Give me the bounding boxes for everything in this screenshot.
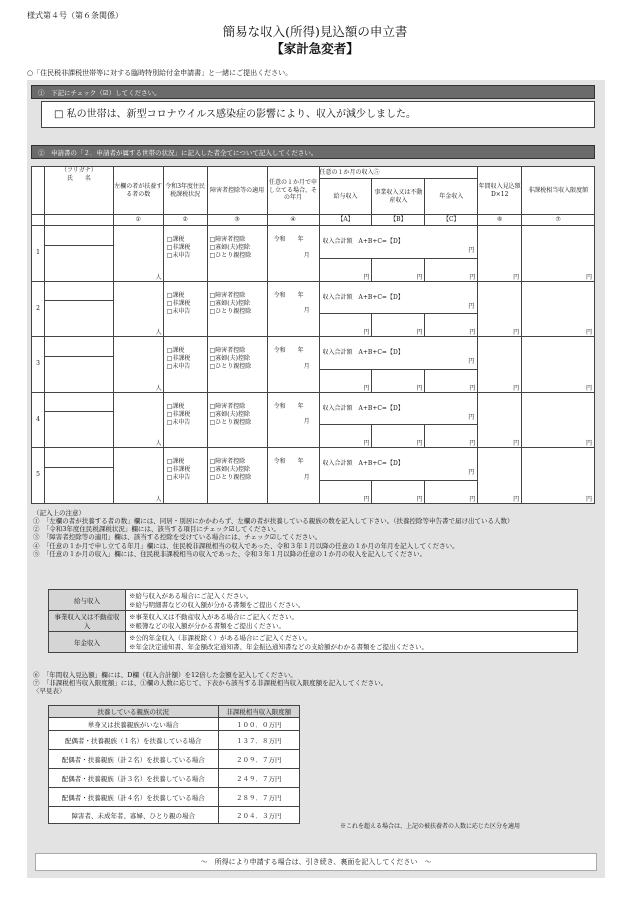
person-unit: 人 bbox=[155, 273, 162, 281]
total-d-field[interactable] bbox=[319, 356, 478, 369]
note-1: ① 「左欄の者が扶養する者の数」欄には、同居・別居にかかわらず、左欄の者が扶養している親族の数を記入して下さい。（扶養控除等申告書で届け出ている人数） bbox=[33, 517, 514, 526]
deduction-options[interactable]: □障害者控除 □寡婦(夫)控除 □ひとり親控除 bbox=[207, 448, 267, 504]
src-pension-line2: ※年金決定通知書、年金額改定通知書、年金振込通知書などの支給額がわかる書類をご提出ください。 bbox=[129, 643, 428, 651]
total-d-field[interactable] bbox=[319, 467, 478, 480]
limit-head-amount: 非課税相当収入限度額 bbox=[218, 706, 299, 718]
tax-status-options[interactable]: □課税 □非課税 □未申告 bbox=[163, 226, 207, 282]
month-field[interactable]: 令和 年 月 bbox=[267, 448, 319, 504]
month-field[interactable]: 令和 年 月 bbox=[267, 337, 319, 393]
num-1: ① bbox=[113, 215, 163, 226]
yen-unit: 円 bbox=[513, 384, 520, 392]
sum-label: 収入合計額 A+B+C=【D】 bbox=[322, 460, 404, 467]
dependents-field[interactable] bbox=[113, 337, 163, 393]
person-unit: 人 bbox=[155, 384, 162, 392]
furigana-field[interactable] bbox=[44, 392, 113, 412]
yen-unit: 円 bbox=[585, 384, 592, 392]
note-5: ⑤ 「任意の１か月の収入」欄には、住民税非課税相当の収入であった、令和３年１月以降の任意の１か月の収入を記入してください。 bbox=[33, 549, 427, 558]
sum-field[interactable] bbox=[319, 281, 478, 301]
col-salary: 給与収入 bbox=[319, 179, 372, 215]
src-pension-line1: ※公的年金収入（非課税除く）がある場合にご記入ください。 bbox=[129, 634, 311, 642]
src-business-line1: ※事業収入又は不動産収入がある場合にご記入ください。 bbox=[129, 613, 298, 621]
limit-status: 配偶者・扶養親族（計３名）を扶養している場合 bbox=[49, 769, 219, 788]
dependents-field[interactable] bbox=[113, 448, 163, 504]
pension-field[interactable] bbox=[425, 258, 478, 281]
business-field[interactable] bbox=[372, 425, 425, 448]
src-business-label: 事業収入又は不動産収入 bbox=[49, 611, 126, 632]
yen-unit: 円 bbox=[469, 495, 476, 503]
col-income: 任意の１か月の収入⑤ bbox=[319, 167, 478, 179]
form-number: 様式第４号（第６条関係） bbox=[27, 11, 123, 20]
yen-unit: 円 bbox=[513, 440, 520, 447]
col-dependents: 左欄の者が扶養する者の数 bbox=[113, 167, 163, 215]
note-2: ② 「令和3年度住民税課税状況」欄には、該当する項目にチェック☑してください。 bbox=[33, 525, 281, 534]
tax-status-options[interactable]: □課税 □非課税 □未申告 bbox=[163, 281, 207, 337]
salary-field[interactable] bbox=[319, 314, 372, 337]
name-field[interactable] bbox=[44, 356, 113, 392]
limit-amount: ２０９．７万円 bbox=[218, 750, 299, 769]
col-tax-status: 令和3年度住民税課税状況 bbox=[163, 167, 207, 215]
limit-field[interactable] bbox=[522, 337, 595, 393]
yen-unit: 円 bbox=[469, 440, 476, 447]
business-field[interactable] bbox=[372, 369, 425, 392]
limit-amount: ２０４．３万円 bbox=[218, 807, 299, 824]
limit-table bbox=[48, 705, 300, 824]
yen-unit: 円 bbox=[468, 413, 475, 421]
page-title: 簡易な収入(所得)見込額の申立書 bbox=[222, 24, 408, 39]
note-7: ⑦ 「非課税相当収入限度額」には、①欄の人数に応じて、下表から該当する非課税相当収入限度額を記入してください。 bbox=[33, 679, 388, 688]
annual-field[interactable] bbox=[478, 448, 522, 504]
limit-amount: １００．０万円 bbox=[218, 718, 299, 731]
pension-field[interactable] bbox=[425, 480, 478, 503]
num-2: ② bbox=[163, 215, 207, 226]
yen-unit: 円 bbox=[363, 384, 370, 392]
sum-field[interactable] bbox=[319, 448, 478, 468]
col-limit: 非課税相当収入限度額 bbox=[522, 167, 595, 215]
yen-unit: 円 bbox=[363, 440, 370, 447]
yen-unit: 円 bbox=[469, 329, 476, 336]
dependents-field[interactable] bbox=[113, 226, 163, 282]
limit-field[interactable] bbox=[522, 448, 595, 504]
yen-unit: 円 bbox=[585, 273, 592, 281]
limit-note: ※これを超える場合は、上記の被扶養者の人数に応じた区分を適用 bbox=[340, 823, 521, 830]
limit-amount: ２８９．７万円 bbox=[218, 788, 299, 807]
num-7: ⑦ bbox=[522, 215, 595, 226]
src-salary-line2: ※給与明細書などの収入額が分かる書類をご提出ください。 bbox=[129, 601, 305, 609]
sum-field[interactable] bbox=[319, 337, 478, 357]
salary-field[interactable] bbox=[319, 258, 372, 281]
col-annual: 年間収入見込額D×12 bbox=[478, 167, 522, 215]
src-salary-label: 給与収入 bbox=[49, 590, 126, 611]
col-name: 氏 名 bbox=[66, 174, 91, 182]
person-unit: 人 bbox=[155, 329, 162, 336]
notes bbox=[33, 509, 593, 558]
section2-bar: ② 申請書の「２．申請者が属する世帯の状況」に記入した者全てについて記入してください。 bbox=[31, 145, 595, 159]
furigana-field[interactable] bbox=[44, 337, 113, 357]
yen-unit: 円 bbox=[585, 495, 592, 503]
deduction-options[interactable]: □障害者控除 □寡婦(夫)控除 □ひとり親控除 bbox=[207, 337, 267, 393]
yen-unit: 円 bbox=[416, 273, 423, 281]
notes-2 bbox=[33, 671, 593, 695]
hardship-text: 私の世帯は、新型コロナウイルス感染症の影響により、収入が減少しました。 bbox=[66, 109, 417, 120]
annual-field[interactable] bbox=[478, 226, 522, 282]
tax-status-options[interactable]: □課税 □非課税 □未申告 bbox=[163, 392, 207, 448]
col-furigana: （フリガナ） bbox=[61, 167, 97, 174]
limit-field[interactable] bbox=[522, 226, 595, 282]
row-number: 5 bbox=[32, 448, 45, 504]
num-4: ④ bbox=[267, 215, 319, 226]
yen-unit: 円 bbox=[468, 358, 475, 365]
limit-status: 配偶者・扶養親族（１名）を扶養している場合 bbox=[49, 731, 219, 750]
pension-field[interactable] bbox=[425, 425, 478, 448]
sum-label: 収入合計額 A+B+C=【D】 bbox=[322, 238, 404, 245]
total-d-field[interactable] bbox=[319, 412, 478, 425]
annual-field[interactable] bbox=[478, 281, 522, 337]
num-a: 【A】 bbox=[319, 215, 372, 226]
limit-status: 配偶者・扶養親族（計２名）を扶養している場合 bbox=[49, 750, 219, 769]
yen-unit: 円 bbox=[468, 302, 475, 310]
col-deduction: 障害者控除等の適用 bbox=[207, 167, 267, 215]
notes-heading: （記入上の注意） bbox=[33, 509, 85, 517]
col-pension: 年金収入 bbox=[425, 179, 478, 215]
deduction-options[interactable]: □障害者控除 □寡婦(夫)控除 □ひとり親控除 bbox=[207, 226, 267, 282]
name-field[interactable] bbox=[44, 467, 113, 503]
row-number: 2 bbox=[32, 281, 45, 337]
name-field[interactable] bbox=[44, 412, 113, 448]
intro-note: ○「住民税非課税世帯等に対する臨時特別給付金申請書」と一緒にご提出ください。 bbox=[27, 69, 293, 77]
page-subtitle: 【家計急変者】 bbox=[271, 41, 359, 56]
limit-amount: １３７．８万円 bbox=[218, 731, 299, 750]
sum-label: 収入合計額 A+B+C=【D】 bbox=[322, 349, 404, 356]
yen-unit: 円 bbox=[468, 247, 475, 254]
note-4: ④ 「任意の１か月で申し立てる年月」欄には、住民税非課税相当の収入であった、令和３年１月以降の任意の１か月の年月を記入してください。 bbox=[33, 541, 459, 550]
limit-field[interactable] bbox=[522, 281, 595, 337]
furigana-field[interactable] bbox=[44, 448, 113, 468]
dependents-field[interactable] bbox=[113, 392, 163, 448]
hardship-statement[interactable] bbox=[54, 105, 416, 120]
limit-status: 障害者、未成年者、寡婦、ひとり親の場合 bbox=[49, 807, 219, 824]
col-business: 事業収入又は不動産収入 bbox=[372, 179, 425, 215]
yen-unit: 円 bbox=[513, 273, 520, 281]
yen-unit: 円 bbox=[585, 329, 592, 336]
business-field[interactable] bbox=[372, 480, 425, 503]
yen-unit: 円 bbox=[468, 469, 475, 476]
section1-bar: ① 下記にチェック（☑）してください。 bbox=[31, 85, 595, 99]
name-field[interactable] bbox=[44, 301, 113, 337]
furigana-field[interactable] bbox=[44, 226, 113, 246]
limit-status: 配偶者・扶養親族（計４名）を扶養している場合 bbox=[49, 788, 219, 807]
row-number: 3 bbox=[32, 337, 45, 393]
num-3: ③ bbox=[207, 215, 267, 226]
num-b: 【B】 bbox=[372, 215, 425, 226]
person-unit: 人 bbox=[155, 495, 162, 503]
sum-label: 収入合計額 A+B+C=【D】 bbox=[322, 404, 404, 412]
note-6: ⑥ 「年間収入見込額」欄には、D欄（収入合計額）を12倍した金額を記入してください。 bbox=[33, 671, 297, 679]
annual-field[interactable] bbox=[478, 337, 522, 393]
yen-unit: 円 bbox=[363, 495, 370, 503]
tax-status-options[interactable]: □課税 □非課税 □未申告 bbox=[163, 337, 207, 393]
name-field[interactable] bbox=[44, 245, 113, 281]
person-unit: 人 bbox=[155, 440, 162, 447]
pension-field[interactable] bbox=[425, 369, 478, 392]
yen-unit: 円 bbox=[363, 329, 370, 336]
deduction-options[interactable]: □障害者控除 □寡婦(夫)控除 □ひとり親控除 bbox=[207, 281, 267, 337]
limit-field[interactable] bbox=[522, 392, 595, 448]
income-sources-table bbox=[48, 589, 578, 653]
furigana-field[interactable] bbox=[44, 281, 113, 301]
dependents-field[interactable] bbox=[113, 281, 163, 337]
yen-unit: 円 bbox=[416, 495, 423, 503]
src-salary-line1: ※給与収入がある場合にご記入ください。 bbox=[129, 592, 253, 600]
yen-unit: 円 bbox=[416, 384, 423, 392]
business-field[interactable] bbox=[372, 314, 425, 337]
sum-field[interactable] bbox=[319, 392, 478, 412]
yen-unit: 円 bbox=[469, 384, 476, 392]
yen-unit: 円 bbox=[416, 440, 423, 447]
sum-field[interactable] bbox=[319, 226, 478, 246]
col-month: 任意の１か月で申し立てる場合、その年月 bbox=[267, 167, 319, 215]
month-field[interactable]: 令和 年 月 bbox=[267, 281, 319, 337]
month-field[interactable]: 令和 年 月 bbox=[267, 392, 319, 448]
tax-status-options[interactable]: □課税 □非課税 □未申告 bbox=[163, 448, 207, 504]
annual-field[interactable] bbox=[478, 392, 522, 448]
limit-amount: ２４９．７万円 bbox=[218, 769, 299, 788]
limit-status: 単身又は扶養親族がいない場合 bbox=[49, 718, 219, 731]
month-field[interactable]: 令和 年 月 bbox=[267, 226, 319, 282]
sum-label: 収入合計額 A+B+C=【D】 bbox=[322, 293, 404, 301]
quick-table-label: 〈早見表〉 bbox=[33, 687, 66, 696]
src-pension-label: 年金収入 bbox=[49, 632, 126, 653]
salary-field[interactable] bbox=[319, 480, 372, 503]
hardship-checkbox[interactable]: □ bbox=[54, 109, 64, 120]
row-number: 1 bbox=[32, 226, 45, 282]
yen-unit: 円 bbox=[585, 440, 592, 447]
yen-unit: 円 bbox=[513, 329, 520, 336]
src-business-line2: ※帳簿などの収入額が分かる書類をご提出ください。 bbox=[129, 622, 285, 630]
yen-unit: 円 bbox=[416, 329, 423, 336]
salary-field[interactable] bbox=[319, 425, 372, 448]
pension-field[interactable] bbox=[425, 314, 478, 337]
household-table bbox=[31, 166, 595, 504]
note-3: ③ 「障害者控除等の適用」欄は、該当する控除を受けている場合には、チェック☑してください。 bbox=[33, 533, 322, 542]
num-c: 【C】 bbox=[425, 215, 478, 226]
row-number: 4 bbox=[32, 392, 45, 448]
business-field[interactable] bbox=[372, 258, 425, 281]
num-6: ⑥ bbox=[478, 215, 522, 226]
deduction-options[interactable]: □障害者控除 □寡婦(夫)控除 □ひとり親控除 bbox=[207, 392, 267, 448]
yen-unit: 円 bbox=[513, 495, 520, 503]
yen-unit: 円 bbox=[469, 273, 476, 281]
total-d-field[interactable] bbox=[319, 245, 478, 258]
salary-field[interactable] bbox=[319, 369, 372, 392]
yen-unit: 円 bbox=[363, 273, 370, 281]
limit-head-status: 扶養している親族の状況 bbox=[49, 706, 219, 718]
footer-note: ～ 所得により申請する場合は、引き続き、裏面を記入してください ～ bbox=[35, 853, 597, 871]
total-d-field[interactable] bbox=[319, 301, 478, 314]
